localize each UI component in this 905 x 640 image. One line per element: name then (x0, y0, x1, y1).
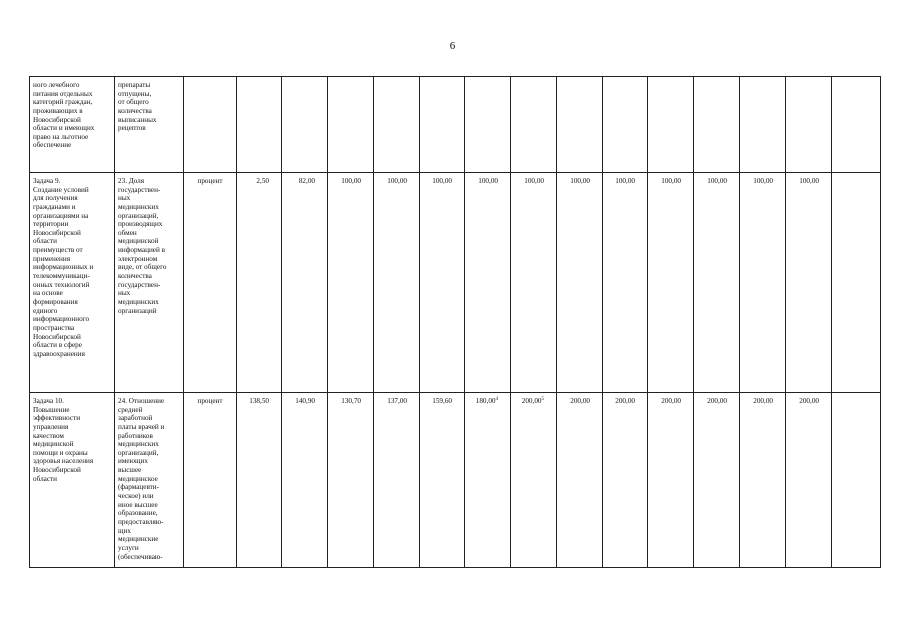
task-cell: Задача 10. Повышение эффективности управления качеством медицинской помощи и охраны здоровья населения Новосибирской области (30, 393, 115, 568)
value-cell (603, 77, 648, 173)
value-text: 2,50 (256, 177, 269, 185)
value-cell (603, 393, 648, 568)
value-cell (832, 173, 881, 393)
value-text: 140,90 (295, 397, 315, 405)
value-cell (511, 77, 557, 173)
value-cell (786, 393, 832, 568)
value-text: 200,00 (753, 397, 773, 405)
value-cell (694, 393, 740, 568)
value-text: 200,00 (570, 397, 590, 405)
value-text: 137,00 (387, 397, 407, 405)
value-text: 82,00 (298, 177, 315, 185)
footnote-marker: 5 (541, 397, 544, 402)
value-text: 100,00 (615, 177, 635, 185)
indicators-table (29, 76, 881, 568)
value-text: 159,60 (432, 397, 452, 405)
value-cell (237, 77, 282, 173)
value-cell (328, 77, 374, 173)
task-cell: Задача 9. Создание условий для получения гражданами и организациями на территории Новосибирской области преимуществ от применения информационных и телекоммуникаци- онных технологий на основе формирования единого информационного пространства Новосибирской области в сфере здравоохранения (30, 173, 115, 393)
footnote-marker: 4 (495, 397, 498, 402)
value-text: 100,00 (661, 177, 681, 185)
value-cell (237, 173, 282, 393)
value-cell (694, 77, 740, 173)
value-text: 200,00 (799, 397, 819, 405)
value-text: 130,70 (341, 397, 361, 405)
value-text: 200,00 (707, 397, 727, 405)
value-text: 200,00 (661, 397, 681, 405)
value-cell (465, 77, 511, 173)
value-cell (511, 173, 557, 393)
value-cell (557, 173, 603, 393)
value-text: 100,00 (341, 177, 361, 185)
value-cell (648, 173, 694, 393)
unit-cell (184, 77, 237, 173)
value-cell (648, 77, 694, 173)
value-cell (465, 393, 511, 568)
value-text: 200,00 (521, 397, 542, 405)
table-row (30, 77, 881, 173)
value-cell (237, 393, 282, 568)
value-text: 100,00 (524, 177, 544, 185)
value-cell (740, 393, 786, 568)
value-text: 200,00 (615, 397, 635, 405)
value-cell (786, 77, 832, 173)
value-text: 180,00 (475, 397, 496, 405)
value-cell (420, 393, 465, 568)
value-text: 100,00 (753, 177, 773, 185)
value-cell (420, 77, 465, 173)
value-cell (374, 393, 420, 568)
value-cell (694, 173, 740, 393)
indicator-cell: 23. Доля государствен- ных медицинских организаций, производящих обмен медицинской информацией в электронном виде, от общего количества государствен- ных медицинских организаций (115, 173, 184, 393)
table-row (30, 393, 881, 568)
indicator-cell: 24. Отношение средней заработной платы врачей и работников медицинских организаций, имеющих высшее медицинское (фармацевти- ческое) или иное высшее образование, предоставляю- щих медицинские услуги (обеспечиваю- (115, 393, 184, 568)
value-text: 100,00 (387, 177, 407, 185)
value-cell (328, 173, 374, 393)
value-cell (282, 393, 328, 568)
value-cell (420, 173, 465, 393)
value-cell (282, 173, 328, 393)
value-cell (282, 77, 328, 173)
unit-cell: процент (184, 173, 237, 393)
value-cell (511, 393, 557, 568)
value-cell (786, 173, 832, 393)
value-cell (648, 393, 694, 568)
value-cell (557, 77, 603, 173)
task-cell: ного лечебного питания отдельных категорий граждан, проживающих в Новосибирской области и имеющих право на льготное обеспечение (30, 77, 115, 173)
value-cell (374, 173, 420, 393)
unit-cell: процент (184, 393, 237, 568)
value-text: 100,00 (799, 177, 819, 185)
table-row (30, 173, 881, 393)
value-text: 100,00 (707, 177, 727, 185)
value-text: 100,00 (432, 177, 452, 185)
value-cell (740, 173, 786, 393)
value-cell (603, 173, 648, 393)
value-text: 100,00 (478, 177, 498, 185)
page-number: 6 (449, 40, 456, 52)
value-cell (832, 393, 881, 568)
value-cell (740, 77, 786, 173)
value-cell (832, 77, 881, 173)
value-text: 138,50 (249, 397, 269, 405)
value-cell (328, 393, 374, 568)
value-text: 100,00 (570, 177, 590, 185)
value-cell (557, 393, 603, 568)
value-cell (465, 173, 511, 393)
value-cell (374, 77, 420, 173)
indicator-cell: препараты отпущены, от общего количества выписанных рецептов (115, 77, 184, 173)
